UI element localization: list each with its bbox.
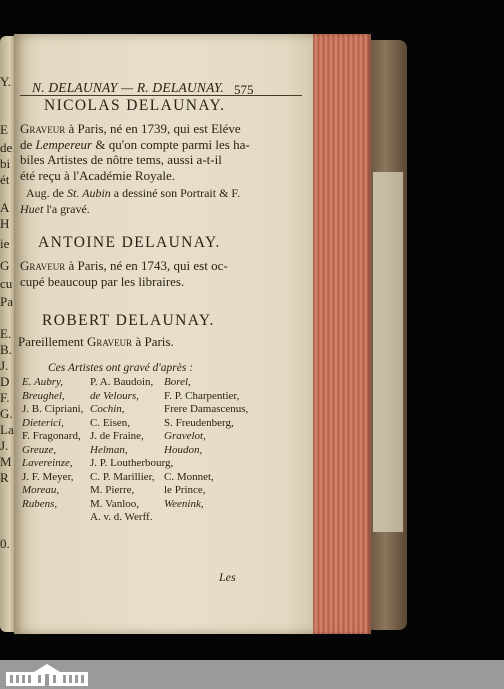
artist-name: A. v. d. Werff. [90, 511, 153, 523]
catchword: Les [219, 570, 236, 584]
text-span: à Paris. [132, 334, 174, 349]
left-page-fragment: G [0, 258, 10, 273]
text-italic: Lempereur [35, 136, 93, 152]
left-page-fragment: B. [0, 342, 12, 357]
left-page-fragment: cu [0, 276, 13, 291]
artist-name: Cochin, [90, 403, 125, 415]
entry-title-robert: ROBERT DELAUNAY. [42, 312, 215, 329]
artist-name: F. P. Charpentier, [164, 389, 240, 402]
library-building-logo [4, 662, 90, 687]
artists-column-1 [22, 376, 83, 511]
left-page-fragment: H [0, 216, 10, 231]
left-page-fragment: E. [0, 326, 12, 341]
left-page-fragment: 0. [0, 536, 10, 551]
left-page-fragment: ét [0, 172, 10, 187]
text-italic: Huet [20, 201, 44, 216]
text-span: Aug. de [26, 186, 67, 200]
artist-name: Rubens, [22, 497, 58, 510]
left-page-fragment: G. [0, 406, 13, 421]
cover-inner-page [373, 172, 403, 532]
book-page [14, 34, 316, 634]
left-page-fragment: bi [0, 156, 11, 171]
text-line [20, 152, 250, 168]
text-span: biles Artistes de nôtre tems, aussi a-t-il [20, 152, 222, 167]
text-line [18, 334, 174, 350]
left-page-fragment: A [0, 200, 10, 215]
text-span: l'a gravé. [43, 201, 90, 216]
left-page-fragment: ie [0, 236, 10, 251]
left-page-fragment: M [0, 454, 12, 469]
artist-name: J. F. Meyer, [22, 470, 74, 483]
artist-name: Weenink, [164, 497, 204, 510]
left-page-fragment: R [0, 470, 9, 485]
artist-name: Helman, [90, 443, 128, 456]
header-rule [20, 95, 302, 96]
text-span: & qu'on compte parmi les ha- [92, 136, 250, 152]
artist-name: C. Monnet, [164, 470, 214, 483]
artist-name: J. de Fraine, [90, 430, 144, 442]
entry-text-nicolas [20, 121, 250, 183]
left-page-fragment: de [0, 140, 13, 155]
left-page-fragment: D [0, 374, 10, 389]
artists-column-2 [90, 376, 173, 525]
artist-name: Frere Damascenus, [164, 403, 249, 415]
artist-name [164, 457, 248, 471]
text-span: à Paris, né en 1743, qui est oc- [65, 258, 228, 273]
text-smallcaps: Graveur [86, 334, 133, 349]
artist-name: M. Vanloo, [90, 497, 139, 510]
entry-text-robert [18, 334, 174, 350]
artist-name: J. B. Cipriani, [22, 403, 84, 415]
artist-name: P. A. Baudoin, [90, 376, 154, 388]
entry-title-nicolas: NICOLAS DELAUNAY. [44, 97, 226, 114]
text-line [26, 186, 240, 202]
artist-name: de Velours, [90, 389, 139, 402]
text-span: a dessiné son Portrait & F. [110, 186, 241, 200]
text-line [20, 168, 250, 184]
artist-name: M. Pierre, [90, 484, 135, 496]
text-line [20, 121, 250, 137]
artist-name: Greuze, [22, 443, 57, 456]
text-span: à Paris, né en 1739, qui est Eléve [65, 121, 241, 136]
text-span: Pareillement [18, 334, 87, 349]
artist-name: Lavereinze, [22, 457, 73, 469]
page-number: 575 [234, 82, 254, 97]
text-span: été reçu à l'Académie Royale. [20, 167, 176, 183]
artist-name: C. P. Marillier, [90, 470, 155, 483]
artists-heading: Ces Artistes ont gravé d'après : [48, 362, 194, 374]
artist-name: J. P. Loutherbourg, [90, 457, 174, 469]
artists-column-3 [164, 376, 248, 511]
artist-name: le Prince, [164, 484, 206, 496]
text-smallcaps: Graveur [20, 258, 66, 273]
artist-name: Borel, [164, 376, 191, 388]
text-span: de [20, 136, 36, 152]
text-span: cupé beaucoup par les libraires. [20, 273, 185, 289]
left-page-fragment: La [0, 422, 14, 437]
page-block-edge [313, 34, 371, 634]
artist-name: E. Aubry, [22, 376, 64, 388]
text-line [20, 274, 228, 290]
artist-name: S. Freudenberg, [164, 416, 234, 429]
text-italic: St. Aubin [67, 186, 111, 200]
text-smallcaps: Graveur [20, 121, 66, 136]
entry-text-antoine [20, 258, 228, 289]
text-line [20, 202, 240, 218]
running-head: N. DELAUNAY — R. DELAUNAY. [32, 80, 224, 95]
artist-name: Dieterici, [22, 416, 64, 429]
left-page-fragment: F. [0, 390, 10, 405]
artist-name: Houdon, [164, 443, 203, 456]
footer-bar [0, 660, 504, 689]
entry-portrait-note [20, 186, 241, 217]
left-page-fragment: J. [0, 358, 9, 373]
text-line [20, 137, 250, 153]
artist-name: F. Fragonard, [22, 430, 81, 442]
artist-name: Moreau, [22, 484, 60, 496]
left-page-fragment: Pa [0, 294, 13, 309]
artist-name: Breughel, [22, 389, 65, 402]
artist-name: C. Eisen, [90, 416, 131, 429]
left-page-fragment: J. [0, 438, 9, 453]
left-page-fragment: E [0, 122, 8, 137]
artist-name: Gravelot, [164, 430, 206, 442]
left-page-fragment: Y. [0, 74, 11, 89]
entry-title-antoine: ANTOINE DELAUNAY. [38, 234, 221, 251]
text-line [20, 258, 228, 274]
